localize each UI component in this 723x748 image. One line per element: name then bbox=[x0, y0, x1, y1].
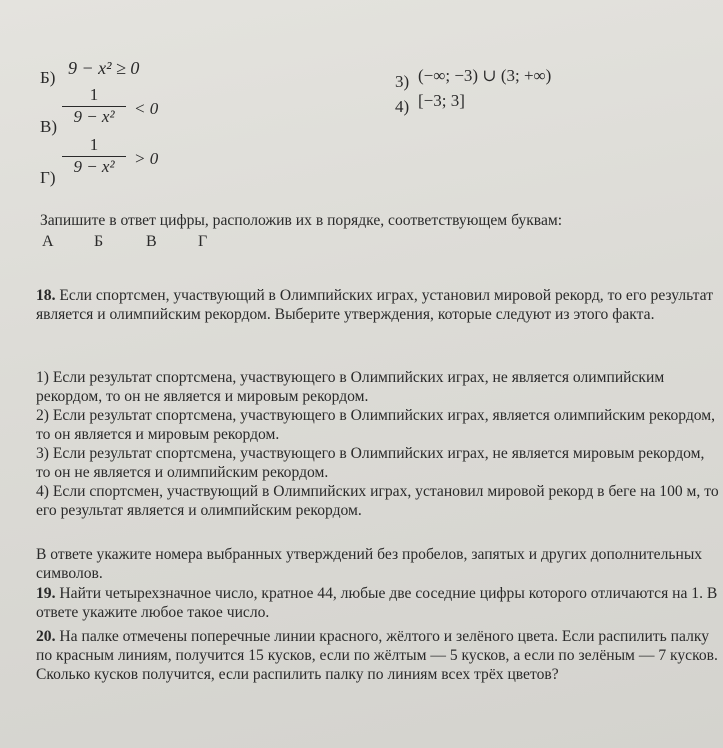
task-18-number: 18. bbox=[36, 287, 56, 304]
task-18-statement bbox=[36, 286, 720, 324]
option-g-fraction bbox=[62, 136, 126, 176]
option-g-denominator: 9 − x² bbox=[73, 157, 115, 176]
option-v-relation: < 0 bbox=[134, 99, 159, 118]
option-g-label: Г) bbox=[40, 168, 56, 187]
letter-v: В bbox=[146, 233, 157, 250]
answer-4-label: 4) bbox=[395, 97, 410, 116]
task-19-number: 19. bbox=[36, 585, 56, 602]
task-20-text: На палке отмечены поперечные линии красного, жёлтого и зелёного цвета. Если распилить палку по красным линиям, получится 15 кусков, если по жёлтым — 5 кусков, а если по зелёным — 7 кусков. Сколько кусков получится, если распилить палку по линиям всех трёх цветов? bbox=[36, 628, 718, 683]
answer-letters bbox=[42, 233, 250, 251]
option-v-denominator: 9 − x² bbox=[73, 107, 115, 126]
letter-g: Г bbox=[198, 233, 208, 250]
option-g-numerator: 1 bbox=[89, 135, 99, 154]
option-b-expression: 9 − x² ≥ 0 bbox=[68, 58, 140, 78]
task-18-answer-note: В ответе укажите номера выбранных утверждений без пробелов, запятых и других дополнительных символов. bbox=[36, 546, 703, 582]
task-20-number: 20. bbox=[36, 628, 56, 645]
option-v-label: В) bbox=[40, 117, 57, 136]
ordering-instruction: Запишите в ответ цифры, расположив их в порядке, соответствующем буквам: bbox=[40, 212, 563, 229]
letter-a: А bbox=[42, 233, 54, 250]
option-v-numerator: 1 bbox=[89, 85, 99, 104]
answer-4-expression: [−3; 3] bbox=[418, 91, 465, 110]
option-v-fraction bbox=[62, 86, 126, 126]
answer-3-label: 3) bbox=[395, 72, 410, 91]
task-19-text: Найти четырехзначное число, кратное 44, любые две соседние цифры которого отличаются на 1. В ответе укажите любое такое число. bbox=[36, 585, 718, 621]
task-18-item-2: 2) Если результат спортсмена, участвующего в Олимпийских играх, является олимпийским рекордом, то он является и мировым рекордом. bbox=[36, 407, 716, 443]
task-18-item-1: 1) Если результат спортсмена, участвующего в Олимпийских играх, не является олимпийским рекордом, то он не является и мировым рекордом. bbox=[36, 369, 665, 405]
task-18-text: Если спортсмен, участвующий в Олимпийских играх, установил мировой рекорд, то его результат является и олимпийским рекордом. Выберите утверждения, которые следуют из этого факта. bbox=[36, 287, 714, 323]
task-18-item-4: 4) Если спортсмен, участвующий в Олимпийских играх, установил мировой рекорд в беге на 100 м, то его результат является и олимпийским рекордом. bbox=[36, 483, 719, 519]
option-g-relation: > 0 bbox=[134, 149, 159, 168]
task-19-statement bbox=[36, 584, 720, 622]
option-b-label: Б) bbox=[40, 68, 56, 87]
task-18-item-3: 3) Если результат спортсмена, участвующего в Олимпийских играх, не является мировым рекордом, то он не является и олимпийским рекордом. bbox=[36, 445, 705, 481]
task-20-statement bbox=[36, 627, 720, 684]
letter-b: Б bbox=[94, 233, 104, 250]
answer-3-expression: (−∞; −3) ∪ (3; +∞) bbox=[418, 66, 552, 85]
